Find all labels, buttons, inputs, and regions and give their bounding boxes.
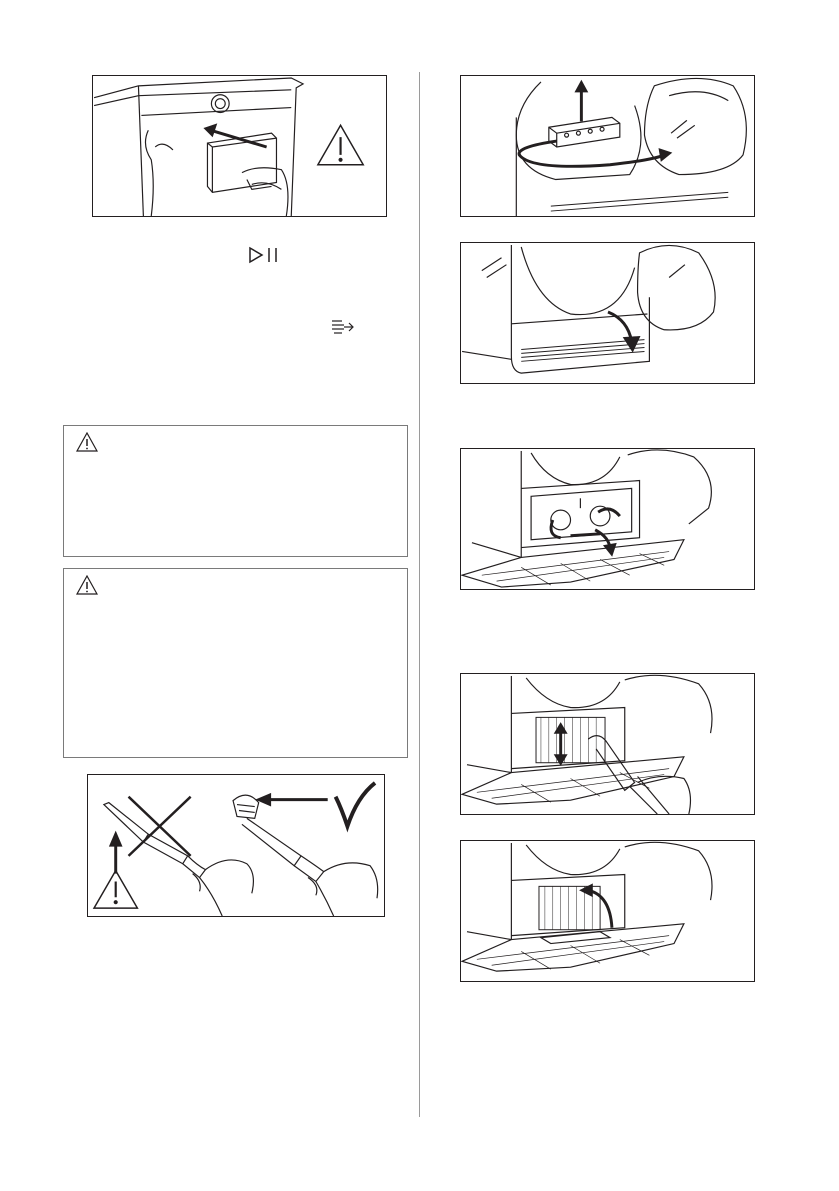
illustration-unlock-filter (460, 448, 755, 590)
warning-box-1 (63, 425, 408, 557)
illustration-reinsert-filter (460, 840, 755, 982)
illustration-clean-filter (460, 673, 755, 815)
filter-clean-icon (330, 318, 356, 336)
start-pause-icon (248, 246, 284, 264)
illustration-open-base-cover (460, 242, 755, 384)
illustration-vacuum-nozzle (87, 774, 385, 917)
column-divider (419, 72, 420, 1117)
illustration-remove-water-container (92, 75, 387, 217)
illustration-remove-door-filter (460, 75, 755, 217)
warning-box-2 (63, 568, 408, 758)
warning-triangle-icon (76, 432, 98, 452)
warning-triangle-icon (76, 575, 98, 595)
